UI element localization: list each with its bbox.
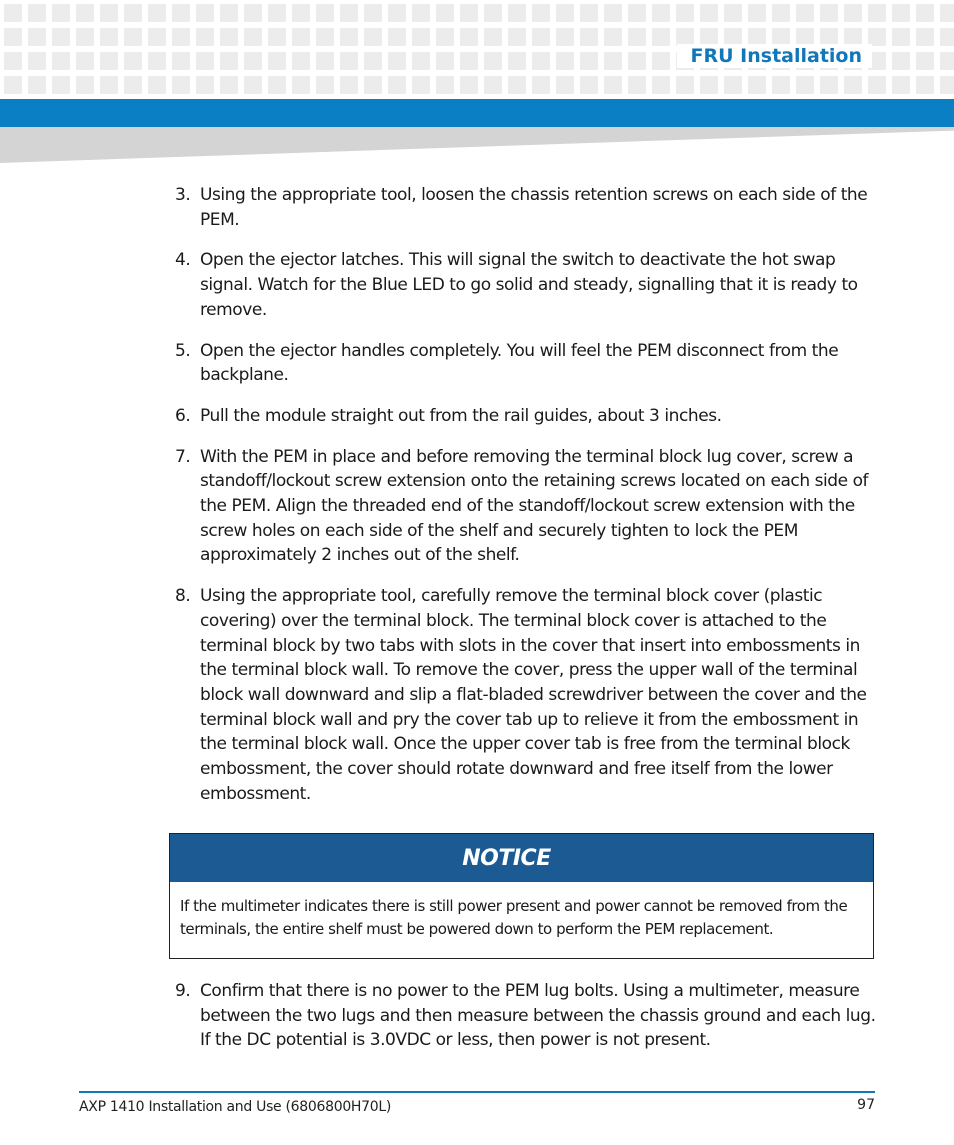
header-grid-square (460, 28, 478, 46)
header-grid-square (316, 76, 334, 94)
header-grid-square (316, 28, 334, 46)
header-grid-square (916, 4, 934, 22)
footer-rule (79, 1091, 875, 1093)
header-grid-square (820, 76, 838, 94)
header-grid-square (316, 4, 334, 22)
header-grid-square (28, 52, 46, 70)
header-grid-square (748, 4, 766, 22)
page-number: 97 (857, 1097, 875, 1113)
notice-title: NOTICE (462, 845, 551, 871)
header-grid-square (340, 28, 358, 46)
header-grid-square (364, 28, 382, 46)
header-grid-square (604, 76, 622, 94)
header-grid-square (796, 4, 814, 22)
header-grid-square (340, 52, 358, 70)
header-grid-square (124, 28, 142, 46)
header-grid-square (892, 76, 910, 94)
header-grid-square (4, 28, 22, 46)
header-grid-square (436, 28, 454, 46)
footer-document-title: AXP 1410 Installation and Use (6806800H70L) (79, 1099, 392, 1115)
header-grid-square (268, 4, 286, 22)
header-grid-square (916, 28, 934, 46)
header-grid-square (652, 4, 670, 22)
header-grid-square (268, 28, 286, 46)
notice-header (170, 834, 873, 884)
header-grid-square (484, 28, 502, 46)
header-grid-square (412, 76, 430, 94)
header-grid-square (700, 76, 718, 94)
header-grid-square (436, 4, 454, 22)
header-grid-square (244, 52, 262, 70)
header-grid-square (436, 76, 454, 94)
header-grid-square (868, 4, 886, 22)
header-grid-square (916, 52, 934, 70)
header-grid-square (316, 52, 334, 70)
header-grid-square (628, 28, 646, 46)
header-grid-square (844, 76, 862, 94)
header-grid-square (172, 76, 190, 94)
header-grid-square (388, 52, 406, 70)
header-grid-square (28, 28, 46, 46)
header-grid-square (220, 4, 238, 22)
header-grid-square (340, 76, 358, 94)
step-text: Confirm that there is no power to the PEM lug bolts. Using a multimeter, measure between the two lugs and then measure between the chassis ground and each lug. If the DC potential is 3.0VDC or less, then power is not present. (200, 981, 876, 1051)
header-grid-square (76, 28, 94, 46)
header-grid-square (196, 28, 214, 46)
section-title: FRU Installation (677, 44, 872, 68)
header-grid-square (412, 52, 430, 70)
procedure-steps-continued (170, 979, 880, 1069)
header-grid-square (100, 52, 118, 70)
header-grid-square (76, 76, 94, 94)
header-grid-square (724, 4, 742, 22)
header-grid-square (76, 52, 94, 70)
header-grid-square (388, 28, 406, 46)
header-grid-square (796, 76, 814, 94)
header-grid-square (364, 76, 382, 94)
header-grid-square (388, 76, 406, 94)
step-text: With the PEM in place and before removing the terminal block lug cover, screw a standoff/lockout screw extension onto the retaining screws located on each side of the PEM. Align the threaded end of the standoff/lockout screw extension with the screw holes on each side of the shelf and securely tighten to lock the PEM approximately 2 inches out of the shelf. (200, 446, 869, 566)
header-grid-square (628, 52, 646, 70)
header-grid-square (556, 52, 574, 70)
header-grid-square (532, 76, 550, 94)
header-grid-square (652, 28, 670, 46)
step-number: 8. (175, 586, 191, 607)
header-grid-square (772, 4, 790, 22)
header-grid-square (628, 4, 646, 22)
header-grid-square (508, 4, 526, 22)
header-grid-square (148, 28, 166, 46)
step-number: 4. (175, 250, 191, 271)
header-grid-square (940, 52, 954, 70)
header-grid-square (652, 76, 670, 94)
header-grid-square (220, 28, 238, 46)
header-grid-square (268, 52, 286, 70)
header-grid-square (652, 52, 670, 70)
header-grid-square (244, 28, 262, 46)
header-grid-square (148, 52, 166, 70)
header-grid-square (532, 28, 550, 46)
header-grid-square (436, 52, 454, 70)
header-grid-square (196, 4, 214, 22)
header-grid-square (388, 4, 406, 22)
step-number: 3. (175, 185, 191, 205)
header-grid-square (52, 28, 70, 46)
header-grid-square (556, 4, 574, 22)
header-grid-square (820, 4, 838, 22)
procedure-steps (170, 183, 880, 822)
header-grid-square (292, 4, 310, 22)
header-grid-square (508, 28, 526, 46)
header-grid-square (28, 76, 46, 94)
header-grid-square (844, 4, 862, 22)
header-grid-square (172, 52, 190, 70)
step-number: 7. (175, 446, 191, 467)
header-grid-square (724, 76, 742, 94)
step-text: Using the appropriate tool, loosen the chassis retention screws on each side of the PEM. (200, 185, 868, 230)
header-grid-square (700, 4, 718, 22)
header-grid-square (292, 52, 310, 70)
header-gray-wedge (0, 127, 954, 163)
step-8 (170, 584, 880, 806)
header-grid-square (52, 52, 70, 70)
step-3 (170, 183, 880, 232)
step-number: 5. (175, 340, 191, 361)
step-text: Open the ejector latches. This will signal the switch to deactivate the hot swap signal. Watch for the Blue LED to go solid and steady, signalling that it is ready to remove. (200, 250, 858, 320)
header-grid-square (100, 4, 118, 22)
header-grid-square (124, 4, 142, 22)
step-number: 6. (175, 405, 191, 426)
header-grid-square (100, 28, 118, 46)
header-grid-square (364, 4, 382, 22)
step-text: Using the appropriate tool, carefully remove the terminal block cover (plastic covering) over the terminal block. The terminal block cover is attached to the terminal block by two tabs with slots in the cover that insert into embossments in the terminal block wall. To remove the cover, press the upper wall of the terminal block wall downward and slip a flat-bladed screwdriver between the cover and the terminal block wall and pry the cover tab up to relieve it from the embossment in the terminal block wall. Once the upper cover tab is free from the terminal block embossment, the cover should rotate downward and free itself from the lower embossment. (200, 586, 867, 804)
header-grid-square (292, 28, 310, 46)
header-grid-square (268, 76, 286, 94)
header-grid-square (580, 52, 598, 70)
header-grid-square (556, 76, 574, 94)
header-grid-square (748, 76, 766, 94)
header-grid-square (772, 76, 790, 94)
header-grid-square (484, 76, 502, 94)
header-grid-square (532, 52, 550, 70)
header-grid-square (556, 28, 574, 46)
header-grid-square (604, 52, 622, 70)
step-6 (170, 404, 880, 429)
header-grid-square (916, 76, 934, 94)
header-grid-square (580, 76, 598, 94)
header-grid-square (4, 52, 22, 70)
header-grid-square (892, 4, 910, 22)
header-grid-square (52, 76, 70, 94)
notice-box (169, 833, 874, 959)
header-grid-square (940, 28, 954, 46)
header-blue-bar (0, 99, 954, 127)
step-text: Open the ejector handles completely. You will feel the PEM disconnect from the backplane. (200, 340, 839, 386)
header-grid-square (412, 4, 430, 22)
notice-text: If the multimeter indicates there is still power present and power cannot be removed from the terminals, the entire shelf must be powered down to perform the PEM replacement. (180, 897, 848, 938)
header-grid-square (940, 76, 954, 94)
header-grid-square (28, 4, 46, 22)
header-grid-square (220, 52, 238, 70)
header-grid-square (412, 28, 430, 46)
step-9 (170, 979, 880, 1053)
header-grid-square (148, 76, 166, 94)
header-grid-square (580, 28, 598, 46)
header-grid-square (52, 4, 70, 22)
header-grid-square (76, 4, 94, 22)
header-grid-square (220, 76, 238, 94)
header-grid-square (940, 4, 954, 22)
step-text: Pull the module straight out from the rail guides, about 3 inches. (200, 405, 722, 426)
step-4 (170, 248, 880, 322)
header-grid-square (484, 52, 502, 70)
step-number: 9. (175, 981, 191, 1001)
header-grid-square (4, 76, 22, 94)
header-grid-square (244, 4, 262, 22)
header-grid-square (628, 76, 646, 94)
header-grid-square (676, 4, 694, 22)
header-grid-square (508, 76, 526, 94)
header-grid-square (460, 76, 478, 94)
header-grid-square (604, 28, 622, 46)
header-grid-square (532, 4, 550, 22)
header-grid-square (172, 28, 190, 46)
header-grid-square (508, 52, 526, 70)
header-grid-square (484, 4, 502, 22)
header-grid-square (460, 4, 478, 22)
header-grid-square (892, 28, 910, 46)
header-grid-square (100, 76, 118, 94)
header-grid-square (172, 4, 190, 22)
header-grid-square (4, 4, 22, 22)
header-grid-square (148, 4, 166, 22)
header-grid-square (340, 4, 358, 22)
step-5 (170, 339, 880, 388)
header-grid-square (604, 4, 622, 22)
header-grid-square (580, 4, 598, 22)
header-grid-square (868, 76, 886, 94)
header-grid-square (196, 76, 214, 94)
header-grid-square (124, 76, 142, 94)
header-grid-square (892, 52, 910, 70)
header-grid-square (676, 76, 694, 94)
header-grid-square (364, 52, 382, 70)
step-7 (170, 445, 880, 569)
header-grid-square (460, 52, 478, 70)
header-grid-square (292, 76, 310, 94)
header-grid-square (196, 52, 214, 70)
header-grid-square (124, 52, 142, 70)
header-grid-square (244, 76, 262, 94)
